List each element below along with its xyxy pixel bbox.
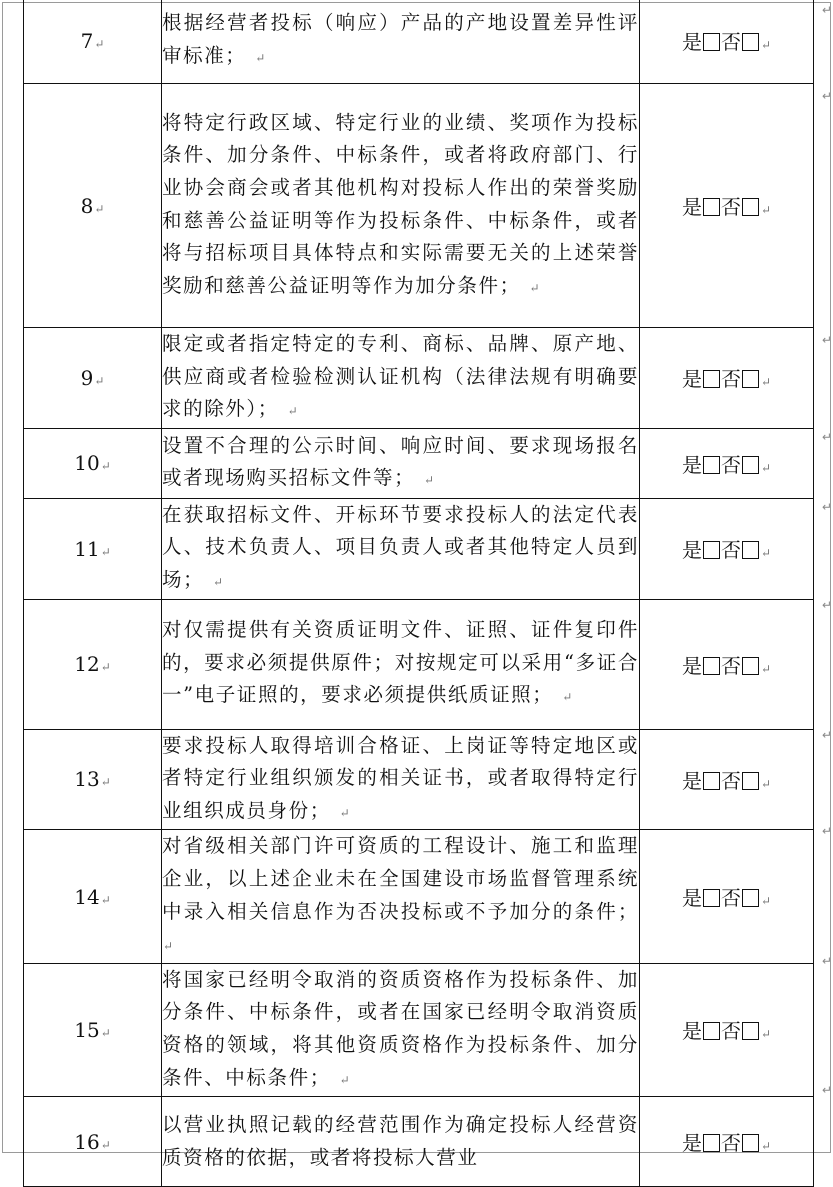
- item-description-cell: [162, 830, 640, 963]
- paragraph-mark: ↵: [424, 473, 436, 488]
- answer-cell: [640, 428, 814, 498]
- row-end-mark: ↵: [822, 824, 833, 838]
- no-checkbox[interactable]: [742, 889, 759, 907]
- paragraph-mark: ↵: [562, 690, 574, 705]
- item-number-cell: [24, 498, 162, 599]
- paragraph-mark: ↵: [100, 544, 111, 559]
- paragraph-mark: ↵: [760, 460, 772, 475]
- item-description-cell: [162, 729, 640, 830]
- item-description: 将国家已经明令取消的资质资格作为投标条件、加分条件、中标条件，或者在国家已经明令取消资质资格的领域，将其他资质资格作为投标条件、加分条件、中标条件；: [162, 967, 639, 1089]
- item-number: 16: [74, 1129, 100, 1154]
- yes-checkbox[interactable]: [703, 456, 720, 474]
- no-checkbox[interactable]: [742, 772, 759, 790]
- row-end-mark: ↵: [822, 954, 833, 968]
- no-label: 否: [720, 1019, 741, 1044]
- item-number: 8: [80, 193, 94, 218]
- item-description: 以营业执照记载的经营范围作为确定投标人经营资质资格的依据，或者将投标人营业: [162, 1113, 639, 1169]
- item-number: 13: [74, 767, 100, 792]
- no-label: 否: [720, 30, 741, 54]
- table-row: [24, 498, 814, 599]
- item-description-cell: [162, 428, 640, 498]
- paragraph-mark: ↵: [163, 939, 175, 954]
- paragraph-mark: ↵: [287, 404, 300, 419]
- item-number: 15: [74, 1017, 100, 1042]
- table-row: [24, 963, 814, 1096]
- no-checkbox[interactable]: [742, 657, 759, 675]
- paragraph-mark: ↵: [100, 459, 111, 474]
- no-label: 否: [720, 1131, 741, 1156]
- item-description: 对仅需提供有关资质证明文件、证照、证件复印件的，要求必须提供原件；对按规定可以采用“多证合一”电子证照的，要求必须提供纸质证照；: [162, 618, 639, 707]
- yes-checkbox[interactable]: [703, 657, 720, 675]
- yes-label: 是: [681, 367, 702, 392]
- item-description-cell: [162, 1097, 640, 1187]
- no-label: 否: [720, 538, 741, 563]
- paragraph-mark: ↵: [760, 38, 772, 52]
- yes-checkbox[interactable]: [703, 889, 720, 907]
- paragraph-mark: ↵: [100, 1137, 111, 1152]
- paragraph-mark: ↵: [100, 660, 111, 675]
- item-description: 对省级相关部门许可资质的工程设计、施工和监理企业，以上述企业未在全国建设市场监督管理系统中录入相关信息作为否决投标或不予加分的条件；: [162, 834, 639, 923]
- paragraph-mark: ↵: [760, 203, 772, 217]
- item-number-cell: [24, 963, 162, 1096]
- yes-label: 是: [681, 1019, 702, 1044]
- yes-label: 是: [681, 30, 702, 54]
- item-description: 在获取招标文件、开标环节要求投标人的法定代表人、技术负责人、项目负责人或者其他特定人员到场；: [162, 502, 639, 591]
- item-number: 9: [80, 365, 94, 390]
- item-number: 12: [74, 652, 100, 677]
- no-checkbox[interactable]: [742, 456, 759, 474]
- answer-cell: [640, 599, 814, 729]
- item-description: 将特定行政区域、特定行业的业绩、奖项作为投标条件、加分条件、中标条件，或者将政府部门、行业协会商会或者其他机构对投标人作出的荣誉奖励和慈善公益证明等作为投标条件、中标条件，或者将与招标项目具体特点和实际需要无关的上述荣誉奖励和慈善公益证明等作为加分条件；: [162, 110, 639, 297]
- yes-checkbox[interactable]: [703, 1022, 720, 1040]
- no-checkbox[interactable]: [742, 198, 759, 216]
- no-checkbox[interactable]: [742, 1022, 759, 1040]
- table-row: [24, 428, 814, 498]
- yes-label: 是: [681, 653, 702, 678]
- item-description-cell: [162, 0, 640, 84]
- paragraph-mark: ↵: [760, 546, 772, 561]
- yes-checkbox[interactable]: [703, 198, 720, 216]
- item-number: 11: [74, 536, 100, 561]
- yes-checkbox[interactable]: [703, 370, 720, 388]
- no-checkbox[interactable]: [742, 1134, 759, 1152]
- paragraph-mark: ↵: [339, 1072, 352, 1087]
- row-end-mark: ↵: [822, 500, 833, 514]
- paragraph-mark: ↵: [760, 776, 772, 791]
- item-number-cell: [24, 0, 162, 84]
- row-end-mark: ↵: [822, 598, 833, 612]
- item-description: 根据经营者投标（响应）产品的产地设置差异性评审标准；: [162, 10, 639, 67]
- no-label: 否: [720, 653, 741, 678]
- row-end-mark: ↵: [822, 1083, 833, 1097]
- yes-label: 是: [681, 886, 702, 911]
- row-end-mark: ↵: [822, 430, 833, 444]
- paragraph-mark: ↵: [213, 574, 225, 589]
- no-label: 否: [720, 886, 741, 911]
- item-description: 设置不合理的公示时间、响应时间、要求现场报名或者现场购买招标文件等；: [162, 433, 639, 490]
- no-label: 否: [720, 367, 741, 392]
- item-number-cell: [24, 1097, 162, 1187]
- item-number-cell: [24, 428, 162, 498]
- answer-cell: [640, 729, 814, 830]
- paragraph-mark: ↵: [339, 805, 352, 820]
- answer-cell: [640, 1097, 814, 1187]
- yes-label: 是: [681, 1131, 702, 1156]
- paragraph-mark: ↵: [529, 280, 542, 295]
- yes-label: 是: [681, 195, 702, 219]
- paragraph-mark: ↵: [94, 36, 105, 51]
- table-row: [24, 1097, 814, 1187]
- table-row: [24, 729, 814, 830]
- item-number-cell: [24, 84, 162, 328]
- yes-label: 是: [681, 768, 702, 793]
- item-number-cell: [24, 830, 162, 963]
- item-description: 限定或者指定特定的专利、商标、品牌、原产地、供应商或者检验检测认证机构（法律法规有明确要求的除外）；: [162, 332, 639, 421]
- item-description: 要求投标人取得培训合格证、上岗证等特定地区或者特定行业组织颁发的相关证书，或者取得特定行业组织成员身份；: [162, 733, 639, 822]
- paragraph-mark: ↵: [760, 1139, 772, 1154]
- answer-cell: [640, 0, 814, 84]
- row-end-mark: ↵: [822, 333, 833, 347]
- no-checkbox[interactable]: [742, 33, 759, 51]
- item-description-cell: [162, 498, 640, 599]
- answer-cell: [640, 498, 814, 599]
- paragraph-mark: ↵: [760, 1027, 772, 1042]
- item-number-cell: [24, 729, 162, 830]
- answer-cell: [640, 963, 814, 1096]
- paragraph-mark: ↵: [94, 201, 105, 216]
- paragraph-mark: ↵: [94, 373, 105, 388]
- item-description-cell: [162, 84, 640, 328]
- item-number: 10: [74, 451, 100, 476]
- answer-cell: [640, 84, 814, 328]
- paragraph-mark: ↵: [100, 892, 111, 907]
- table-row: [24, 328, 814, 429]
- item-description-cell: [162, 328, 640, 429]
- yes-checkbox[interactable]: [703, 772, 720, 790]
- no-label: 否: [720, 195, 741, 219]
- yes-checkbox[interactable]: [703, 1134, 720, 1152]
- answer-cell: [640, 830, 814, 963]
- row-end-marks: [820, 3, 832, 1154]
- review-checklist-table: [23, 0, 814, 1187]
- answer-cell: [640, 328, 814, 429]
- paragraph-mark: ↵: [100, 775, 111, 790]
- item-number: 14: [74, 884, 100, 909]
- paragraph-mark: ↵: [100, 1025, 111, 1040]
- paragraph-mark: ↵: [760, 375, 772, 390]
- table-row: [24, 599, 814, 729]
- paragraph-mark: ↵: [760, 661, 772, 676]
- no-label: 否: [720, 768, 741, 793]
- table-row: [24, 84, 814, 328]
- no-checkbox[interactable]: [742, 370, 759, 388]
- item-description-cell: [162, 963, 640, 1096]
- item-number-cell: [24, 328, 162, 429]
- row-end-mark: ↵: [822, 3, 833, 17]
- paragraph-mark: ↵: [760, 894, 772, 909]
- item-number-cell: [24, 599, 162, 729]
- no-label: 否: [720, 452, 741, 477]
- table-row: [24, 830, 814, 963]
- row-end-mark: ↵: [822, 728, 833, 742]
- table-row: [24, 0, 814, 84]
- paragraph-mark: ↵: [255, 50, 267, 65]
- no-checkbox[interactable]: [742, 541, 759, 559]
- item-description-cell: [162, 599, 640, 729]
- item-number: 7: [80, 28, 94, 53]
- yes-label: 是: [681, 538, 702, 563]
- yes-checkbox[interactable]: [703, 33, 720, 51]
- document-page: [2, 2, 833, 1169]
- yes-checkbox[interactable]: [703, 541, 720, 559]
- row-end-mark: ↵: [822, 89, 833, 103]
- yes-label: 是: [681, 452, 702, 477]
